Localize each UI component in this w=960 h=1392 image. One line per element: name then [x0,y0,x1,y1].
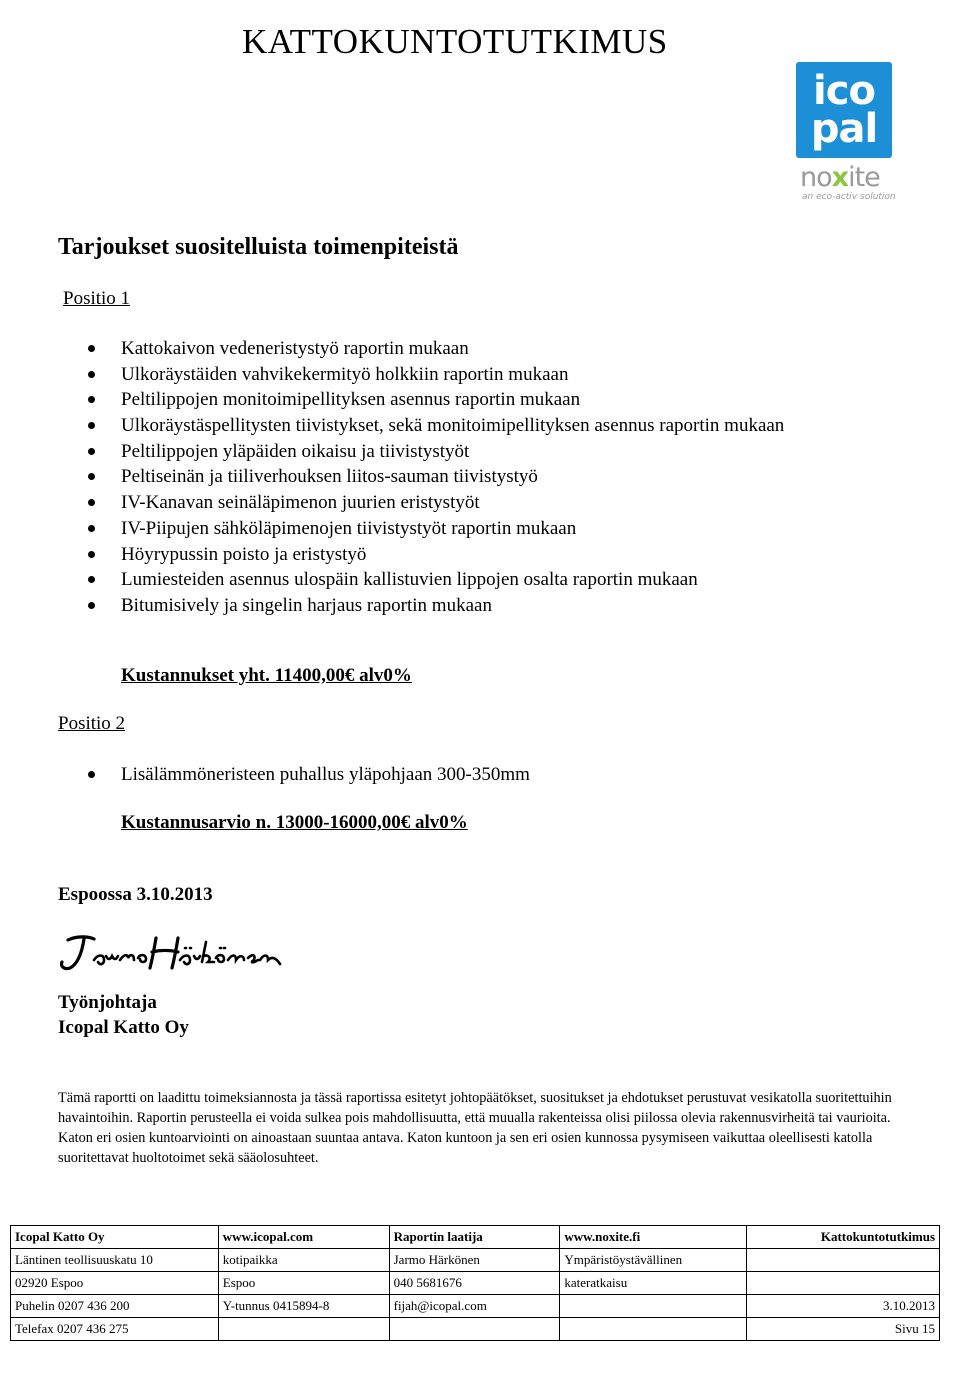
noxite-logo-x: x [831,162,849,193]
list-item: IV-Piipujen sähköläpimenojen tiivistystyöt raportin mukaan [88,516,784,542]
positio-1-list [88,336,784,619]
footer-cell: www.icopal.com [218,1226,389,1249]
footer-cell: Telefax 0207 436 275 [11,1318,219,1341]
document-title: KATTOKUNTOTUTKIMUS [242,22,668,61]
footer-cell [747,1249,940,1272]
table-row [11,1295,940,1318]
positio-1-cost: Kustannukset yht. 11400,00€ alv0% [121,665,412,686]
footer-cell [747,1272,940,1295]
positio-2-heading: Positio 2 [58,713,126,734]
signer-company: Icopal Katto Oy [58,1017,189,1038]
footer-cell: Espoo [218,1272,389,1295]
footer-cell: kotipaikka [218,1249,389,1272]
table-row [11,1272,940,1295]
noxite-tagline: an eco-activ solution [802,192,896,202]
table-row [11,1249,940,1272]
list-item: Peltiseinän ja tiiliverhouksen liitos-sauman tiivistystyö [88,464,784,490]
section-title: Tarjoukset suositelluista toimenpiteistä [58,234,459,260]
icopal-logo-top: ico [813,68,875,114]
footer-cell: Icopal Katto Oy [11,1226,219,1249]
footer-cell: Ympäristöystävällinen [560,1249,747,1272]
footer-cell: Sivu 15 [747,1318,940,1341]
list-item: Ulkoräystäspellitysten tiivistykset, sekä monitoimipellityksen asennus raportin mukaan [88,413,784,439]
list-item: Kattokaivon vedeneristystyö raportin mukaan [88,336,784,362]
list-item: Peltilippojen yläpäiden oikaisu ja tiivistystyöt [88,439,784,465]
footer-cell: Puhelin 0207 436 200 [11,1295,219,1318]
footer-cell: fijah@icopal.com [389,1295,560,1318]
table-row [11,1318,940,1341]
list-item: IV-Kanavan seinäläpimenon juurien eristystyöt [88,490,784,516]
noxite-logo-pre: no [800,162,832,193]
footer-cell: Kattokuntotutkimus [747,1226,940,1249]
icopal-logo-bottom: pal [810,106,878,152]
noxite-logo-post: ite [848,162,880,193]
footer-cell: Y-tunnus 0415894-8 [218,1295,389,1318]
positio-1-heading: Positio 1 [63,288,131,309]
list-item: Höyrypussin poisto ja eristystyö [88,542,784,568]
footer-table [10,1225,940,1341]
footer-cell: Läntinen teollisuuskatu 10 [11,1249,219,1272]
footer-cell [218,1318,389,1341]
footer-cell [560,1318,747,1341]
signer-title: Työnjohtaja [58,992,157,1013]
place-date: Espoossa 3.10.2013 [58,884,213,905]
positio-2-cost: Kustannusarvio n. 13000-16000,00€ alv0% [121,812,468,833]
noxite-logo [796,164,896,192]
handwritten-signature [54,930,284,978]
table-row [11,1226,940,1249]
disclaimer-text: Tämä raportti on laadittu toimeksiannosta ja tässä raportissa esitetyt johtopäätökset, suositukset ja ehdotukset perustuvat vesikatolla suoritettuihin havaintoihin. Raportin perusteella ei voida sulkea pois mahdollisuutta, että muualla rakenteissa olisi piilossa olevia rakennusvirheitä tai vaurioita. Katon eri osien kuntoarviointi on ainoastaan suuntaa antava. Katon kuntoon ja sen eri osien kunnossa pysymiseen vaikuttaa oleellisesti katolla suoritettavat huoltotoimet sekä sääolosuhteet. [58,1090,892,1166]
footer-cell: 02920 Espoo [11,1272,219,1295]
list-item: Lumiesteiden asennus ulospäin kallistuvien lippojen osalta raportin mukaan [88,567,784,593]
footer-cell: kateratkaisu [560,1272,747,1295]
positio-2-list [88,762,530,788]
list-item: Lisälämmöneristeen puhallus yläpohjaan 300-350mm [88,762,530,788]
footer-cell: Raportin laatija [389,1226,560,1249]
list-item: Bitumisively ja singelin harjaus raportin mukaan [88,593,784,619]
list-item: Ulkoräystäiden vahvikekermityö holkkiin raportin mukaan [88,362,784,388]
footer-cell: 3.10.2013 [747,1295,940,1318]
footer-cell [560,1295,747,1318]
icopal-noxite-logo [796,62,896,212]
footer-cell: www.noxite.fi [560,1226,747,1249]
footer-cell [389,1318,560,1341]
footer-cell: 040 5681676 [389,1272,560,1295]
footer-cell: Jarmo Härkönen [389,1249,560,1272]
icopal-logo-box [796,62,892,158]
list-item: Peltilippojen monitoimipellityksen asennus raportin mukaan [88,387,784,413]
